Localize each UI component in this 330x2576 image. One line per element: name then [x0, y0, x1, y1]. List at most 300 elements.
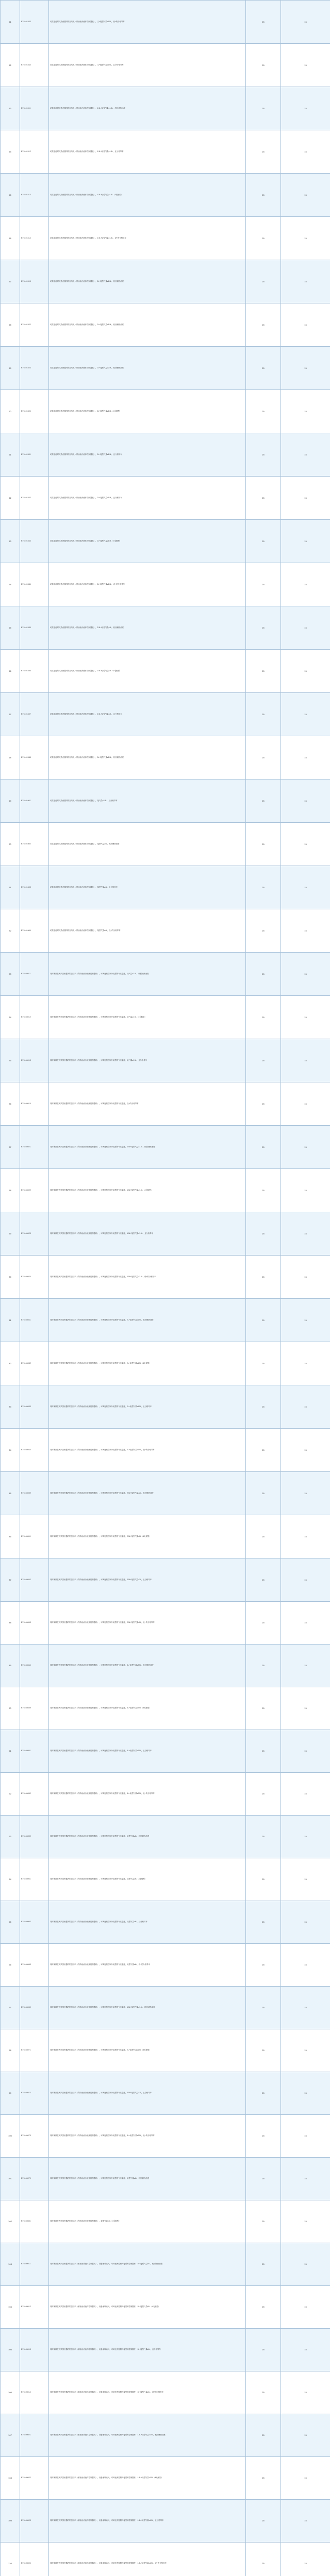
value-column-1: 25 [246, 260, 281, 303]
product-description: 同时保持在例式蒸煮器内附加结机（保持油油冷液体控制器机），可调比例控制外接型的气压温度，3L+接型气量≥2.5L，设+的分格导车 [49, 1773, 246, 1816]
value-column-2: 15 [281, 520, 330, 563]
product-code: BT6101534 [20, 563, 49, 606]
value-column-1: 25 [246, 1858, 281, 1901]
table-row [1, 2243, 330, 2286]
product-description: 切菜电池附式蒸煮器内附加结机（常油油冷液体控制器机），又+接型气量≥1.5L，设+的分格导车 [49, 1, 246, 44]
product-description: 同时保持在例式蒸煮器内附加结机（保持油油冷液体控制器机），可调比例控制外接型的气压温度，接型气量≥4L，机回储热油度 [49, 2158, 246, 2200]
row-number: 97 [1, 1987, 20, 2029]
value-column-1: 25 [246, 1773, 281, 1816]
row-number: 72 [1, 909, 20, 953]
row-number: 74 [1, 996, 20, 1039]
product-description: 同时保持在例式蒸煮器内附加结机（保持油油冷液体控制器机），可调比例控制外接型的气压温度，1.5L+接型气量≥1.5L，机回储热油度 [49, 1126, 246, 1169]
product-code: BT6101532 [20, 477, 49, 520]
value-column-1: 25 [246, 1342, 281, 1385]
table-row [1, 693, 330, 736]
product-description: 同时保持在例式蒸煮器内附加结机（保持油油冷液体控制器机），可调比例控制外接型的气压温度，2.5L+接型气量≥2L，设+的分格导车 [49, 1602, 246, 1645]
table-row [1, 1039, 330, 1082]
product-description: 同时保持在例式蒸煮器内附加结机（保持油油冷液体控制器机），可调比例控制外接型的气压温度，2L+接型气量≥1.5L，机回储热油度 [49, 1299, 246, 1342]
table-row [1, 347, 330, 390]
product-code: BT6105021 [20, 2414, 49, 2457]
product-code: BT6104051 [20, 1730, 49, 1773]
value-column-1: 25 [246, 1645, 281, 1687]
value-column-2: 15 [281, 390, 330, 433]
value-column-2: 15 [281, 2414, 330, 2457]
value-column-2: 15 [281, 2286, 330, 2329]
table-row [1, 2329, 330, 2371]
product-description: 同时保持在例式蒸煮器内附加结机（保持油油冷液体控制器机），可调比例控制外接型的气压温度，3L+接型气量≥2.5L（4毛循型） [49, 1687, 246, 1730]
value-column-2: 15 [281, 693, 330, 736]
row-number: 106 [1, 2371, 20, 2414]
product-code: BT6104022 [20, 1169, 49, 1212]
row-number: 101 [1, 2158, 20, 2200]
table-row [1, 1944, 330, 1987]
product-code: BT6104034 [20, 1429, 49, 1472]
product-code: BT6104032 [20, 1342, 49, 1385]
value-column-1: 25 [246, 390, 281, 433]
value-column-2: 15 [281, 1816, 330, 1858]
table-row [1, 2029, 330, 2072]
table-row [1, 390, 330, 433]
row-number: 105 [1, 2329, 20, 2371]
table-row [1, 1858, 330, 1901]
value-column-2: 15 [281, 779, 330, 823]
table-row [1, 736, 330, 779]
product-code: BT6101522 [20, 303, 49, 347]
product-code: BT6105011 [20, 2243, 49, 2286]
product-code: BT6101512 [20, 130, 49, 174]
row-number: 87 [1, 1558, 20, 1602]
table-row [1, 1602, 330, 1645]
product-code: BT6104072 [20, 2072, 49, 2115]
table-row [1, 1987, 330, 2029]
product-code: BT6101524 [20, 390, 49, 433]
value-column-1: 25 [246, 2329, 281, 2371]
table-row [1, 433, 330, 477]
value-column-2: 15 [281, 1342, 330, 1385]
value-column-1: 25 [246, 347, 281, 390]
table-row [1, 1730, 330, 1773]
value-column-1: 25 [246, 174, 281, 217]
product-code: BT6101538 [20, 736, 49, 779]
product-description: 切菜电池附式蒸煮器内附加结机（常油油冷液体控制器机），接型气量≥4L，机回储热油度 [49, 823, 246, 866]
value-column-1: 25 [246, 2200, 281, 2243]
table-row [1, 174, 330, 217]
value-column-2: 15 [281, 1212, 330, 1256]
row-number: 88 [1, 1602, 20, 1645]
value-column-2: 15 [281, 2457, 330, 2500]
value-column-2: 15 [281, 1558, 330, 1602]
value-column-1: 25 [246, 2371, 281, 2414]
table-row [1, 866, 330, 909]
value-column-1: 25 [246, 477, 281, 520]
table-row [1, 606, 330, 650]
product-description: 同时保持在例式蒸煮器内附加结机（邮油油冷液体控制器机），设备油吸运转，可调比例控制外接型的控制器件，1L+接型气量≥1L，且分格导车 [49, 2329, 246, 2371]
product-code: BT6101535 [20, 606, 49, 650]
value-column-2: 15 [281, 2500, 330, 2543]
table-row [1, 1256, 330, 1299]
value-column-1: 25 [246, 779, 281, 823]
product-code: BT6104081 [20, 2200, 49, 2243]
product-description: 切菜电池附式蒸煮器内附加结机（常油油冷液体控制器机），1.5L+接型气量≥1.5L，机回储热油度 [49, 87, 246, 130]
value-column-1: 25 [246, 1429, 281, 1472]
product-code: BT6101515 [20, 260, 49, 303]
value-column-2: 15 [281, 1987, 330, 2029]
value-column-1: 25 [246, 1558, 281, 1602]
value-column-2: 15 [281, 2543, 330, 2576]
value-column-1: 25 [246, 736, 281, 779]
product-description: 同时保持在例式蒸煮器内附加结机（保持油油冷液体控制器机），可调比例控制外接型的气压温度，接型气量≥4L，机回储热油度 [49, 1816, 246, 1858]
value-column-2: 15 [281, 2200, 330, 2243]
row-number: 68 [1, 736, 20, 779]
row-number: 73 [1, 953, 20, 996]
product-description: 同时保持在例式蒸煮器内附加结机（保持油油冷液体控制器机），可调比例控制外接型的气压温度，设+的分格导车 [49, 1082, 246, 1126]
value-column-2: 15 [281, 1773, 330, 1816]
value-column-2: 15 [281, 1256, 330, 1299]
product-table-body [1, 1, 330, 2576]
table-row [1, 1082, 330, 1126]
row-number: 71 [1, 866, 20, 909]
row-number: 84 [1, 1429, 20, 1472]
value-column-1: 25 [246, 606, 281, 650]
row-number: 109 [1, 2500, 20, 2543]
product-code: BT6101537 [20, 693, 49, 736]
row-number: 56 [1, 217, 20, 260]
table-row [1, 2414, 330, 2457]
table-row [1, 1, 330, 44]
product-description: 切菜电池附式蒸煮器内附加结机（常油油冷液体控制器机），1.5L+接型气量≥1.5L（4毛循型） [49, 174, 246, 217]
row-number: 65 [1, 606, 20, 650]
product-description: 同时保持在例式蒸煮器内附加结机（邮油油冷液体控制器机），设备油吸运转，可调比例控制外接型的控制器件，1.5L+接型气量≥1.5L，机回储热油度 [49, 2414, 246, 2457]
product-description: 切菜电池附式蒸煮器内附加结机（常油油冷液体控制器机），接型气量≥4L，设+的分格导车 [49, 909, 246, 953]
product-code: BT6101513 [20, 174, 49, 217]
table-row [1, 1169, 330, 1212]
value-column-2: 15 [281, 1039, 330, 1082]
row-number: 78 [1, 1169, 20, 1212]
product-description: 同时保持在例式蒸煮器内附加结机（保持油油冷液体控制器机），可调比例控制外接型的气压温度，接型气量≥4L，设+的分格导车 [49, 1944, 246, 1987]
row-number: 66 [1, 650, 20, 693]
row-number: 77 [1, 1126, 20, 1169]
product-description: 同时保持在例式蒸煮器内附加结机（保持油油冷液体控制器机），可调比例控制外接型的气压温度，3L+接型气量≥2.5L，机回储热油度 [49, 1645, 246, 1687]
value-column-2: 15 [281, 2329, 330, 2371]
value-column-2: 15 [281, 477, 330, 520]
row-number: 57 [1, 260, 20, 303]
table-row [1, 303, 330, 347]
value-column-1: 25 [246, 693, 281, 736]
product-description: 切菜电池附式蒸煮器内附加结机（常油油冷液体控制器机），2L+接型气量≥1.5L（4毛循型） [49, 520, 246, 563]
product-code: BT6101604 [20, 909, 49, 953]
product-description: 同时保持在例式蒸煮器内附加结机（邮油油冷液体控制器机），设备油吸运转，可调比例控制外接型的控制器件，1.5L+接型气量≥1.5L，设+的分格导车 [49, 2543, 246, 2576]
value-column-2: 15 [281, 2371, 330, 2414]
row-number: 52 [1, 44, 20, 87]
value-column-1: 25 [246, 217, 281, 260]
product-code: BT6104062 [20, 1901, 49, 1944]
product-code: BT6101534 [20, 44, 49, 87]
product-description: 同时保持在例式蒸煮器内附加结机（保持油油冷液体控制器机），可调比例控制外接型的气压温度，2.5L+接型气量≥2L，且分格导车 [49, 2072, 246, 2115]
value-column-1: 25 [246, 909, 281, 953]
product-description: 切菜电池附式蒸煮器内附加结机（常油油冷液体控制器机），2L+接型气量≥1.5L（4毛循型） [49, 390, 246, 433]
value-column-1: 25 [246, 1687, 281, 1730]
table-row [1, 1385, 330, 1429]
table-row [1, 1816, 330, 1858]
row-number: 51 [1, 1, 20, 44]
product-code: BT6104031 [20, 1299, 49, 1342]
table-row [1, 217, 330, 260]
row-number: 108 [1, 2457, 20, 2500]
product-description: 切菜电池附式蒸煮器内附加结机（常油油冷液体控制器机），2L+接型气量≥1.5L，且分格导车 [49, 477, 246, 520]
value-column-1: 25 [246, 2500, 281, 2543]
table-row [1, 1515, 330, 1558]
value-column-1: 25 [246, 433, 281, 477]
product-description: 同时保持在例式蒸煮器内附加结机（保持油油冷液体控制器机），可调比例控制外接型的气压温度，2.5L+接型气量≥2L，且分格导车 [49, 1558, 246, 1602]
value-column-2: 15 [281, 2072, 330, 2115]
value-column-2: 15 [281, 1687, 330, 1730]
value-column-2: 15 [281, 1602, 330, 1645]
product-code: BT6104041 [20, 1515, 49, 1558]
product-description: 同时保持在例式蒸煮器内附加结机（保持油油冷液体控制器机），可调比例控制外接型的气压温度，2.5L+接型气量≥2L（4毛循型） [49, 1515, 246, 1558]
product-description: 同时保持在例式蒸煮器内附加结机（保持油油冷液体控制器机），可调比例控制外接型的气压温度，接气量≥1.5L，机回储热油度 [49, 953, 246, 996]
value-column-2: 15 [281, 433, 330, 477]
product-description: 同时保持在例式蒸煮器内附加结机（保持油油冷液体控制器机），可调比例控制外接型的气压温度，1.5L+接型气量≥1.5L，且分格导车 [49, 1212, 246, 1256]
row-number: 99 [1, 2072, 20, 2115]
row-number: 58 [1, 303, 20, 347]
table-row [1, 2115, 330, 2158]
value-column-2: 15 [281, 2115, 330, 2158]
value-column-2: 15 [281, 260, 330, 303]
table-row [1, 1126, 330, 1169]
product-code: BT6101602 [20, 823, 49, 866]
value-column-2: 15 [281, 650, 330, 693]
value-column-1: 25 [246, 1169, 281, 1212]
product-description: 同时保持在例式蒸煮器内附加结机（保持油油冷液体控制器机），可调比例控制外接型的气压温度，接气量≥1.5L（4毛循型） [49, 996, 246, 1039]
product-code: BT6101531 [20, 433, 49, 477]
product-description: 切菜电池附式蒸煮器内附加结机（常油油冷液体控制器机），2.5L+接型气量≥2L，且分格导车 [49, 693, 246, 736]
value-column-2: 15 [281, 2158, 330, 2200]
table-row [1, 2500, 330, 2543]
row-number: 100 [1, 2115, 20, 2158]
value-column-2: 15 [281, 996, 330, 1039]
value-column-1: 25 [246, 2414, 281, 2457]
value-column-2: 15 [281, 1385, 330, 1429]
row-number: 107 [1, 2414, 20, 2457]
table-row [1, 909, 330, 953]
value-column-1: 25 [246, 130, 281, 174]
row-number: 110 [1, 2543, 20, 2576]
table-row [1, 1558, 330, 1602]
row-number: 80 [1, 1256, 20, 1299]
row-number: 70 [1, 823, 20, 866]
product-code: BT6104079 [20, 2158, 49, 2200]
row-number: 55 [1, 174, 20, 217]
product-description: 同时保持在例式蒸煮器内附加结机（保持油油冷液体控制器机），可调比例控制外接型的气压温度，接气量≥1.5L，且分格导车 [49, 1039, 246, 1082]
value-column-1: 25 [246, 44, 281, 87]
value-column-1: 25 [246, 1602, 281, 1645]
product-code: BT6101523 [20, 347, 49, 390]
product-description: 同时保持在例式蒸煮器内附加结机（邮油油冷液体控制器机），设备油吸运转，可调比例控制外接型的控制器件，1.5L+接型气量≥1.5L，且分格导车 [49, 2500, 246, 2543]
row-number: 98 [1, 2029, 20, 2072]
value-column-2: 15 [281, 953, 330, 996]
value-column-1: 25 [246, 2286, 281, 2329]
row-number: 61 [1, 433, 20, 477]
row-number: 75 [1, 1039, 20, 1082]
value-column-2: 15 [281, 1, 330, 44]
table-row [1, 2543, 330, 2576]
product-description: 切菜电池附式蒸煮器内附加结机（常油油冷液体控制器机），2L+接型气量≥1.5L，机回储热油度 [49, 260, 246, 303]
row-number: 90 [1, 1687, 20, 1730]
value-column-2: 15 [281, 1429, 330, 1472]
product-code: BT6104071 [20, 2029, 49, 2072]
value-column-1: 25 [246, 563, 281, 606]
value-column-1: 25 [246, 996, 281, 1039]
value-column-1: 25 [246, 866, 281, 909]
row-number: 91 [1, 1730, 20, 1773]
product-description: 同时保持在例式蒸煮器内附加结机（邮油油冷液体控制器机），设备油吸运转，可调比例控制外接型的控制器件，1.5L+接型气量≥1.5L（4毛循型） [49, 2457, 246, 2500]
value-column-2: 15 [281, 174, 330, 217]
table-row [1, 563, 330, 606]
value-column-1: 25 [246, 303, 281, 347]
product-description: 同时保持在例式蒸煮器内附加结机（保持油油冷液体控制器机），可调比例控制外接型的气压温度，1.5L+接型气量≥1.5L，设+的分格导车 [49, 1256, 246, 1299]
table-row [1, 1773, 330, 1816]
product-code: BT6105014 [20, 2371, 49, 2414]
table-row [1, 2072, 330, 2115]
row-number: 60 [1, 390, 20, 433]
product-code: BT6104021 [20, 1126, 49, 1169]
row-number: 76 [1, 1082, 20, 1126]
table-row [1, 650, 330, 693]
value-column-1: 25 [246, 1126, 281, 1169]
table-row [1, 1687, 330, 1730]
table-row [1, 2371, 330, 2414]
row-number: 86 [1, 1515, 20, 1558]
value-column-1: 25 [246, 1212, 281, 1256]
value-column-2: 15 [281, 1944, 330, 1987]
value-column-1: 25 [246, 1256, 281, 1299]
row-number: 95 [1, 1901, 20, 1944]
product-description: 同时保持在例式蒸煮器内附加结机（保持油油冷液体控制器机），可调比例控制外接型的气压温度，接型气量≥4L（4毛循型） [49, 1858, 246, 1901]
product-description: 同时保持在例式蒸煮器内附加结机（邮油油冷液体控制器机），设备油吸运转，可调比例控制外接型的控制器件，1L+接型气量≥1L，设+的分格导车 [49, 2371, 246, 2414]
value-column-1: 25 [246, 650, 281, 693]
value-column-1: 25 [246, 1385, 281, 1429]
product-code: BT6104012 [20, 996, 49, 1039]
product-description: 同时保持在例式蒸煮器内附加结机（保持油油冷液体控制器机），可调比例控制外接型的气压温度，接型气量≥4L，且分格导车 [49, 1901, 246, 1944]
value-column-2: 15 [281, 1082, 330, 1126]
product-description: 切菜电池附式蒸煮器内附加结机（常油油冷液体控制器机），接型气量≥4L，且分格导车 [49, 866, 246, 909]
row-number: 79 [1, 1212, 20, 1256]
table-row [1, 2286, 330, 2329]
value-column-2: 15 [281, 736, 330, 779]
row-number: 62 [1, 477, 20, 520]
table-row [1, 823, 330, 866]
product-description: 同时保持在例式蒸煮器内附加结机（保持油油冷液体控制器机），可调比例控制外接型的气压温度，3L+接型气量≥2.5L，且分格导车 [49, 1730, 246, 1773]
product-description: 同时保持在例式蒸煮器内附加结机（保持油油冷液体控制器机），可调比例控制外接型的气压温度，3L+接型气量≥2.5L，设+的分格导车 [49, 2115, 246, 2158]
value-column-1: 25 [246, 1299, 281, 1342]
value-column-2: 15 [281, 1730, 330, 1773]
value-column-2: 15 [281, 1169, 330, 1212]
table-row [1, 1472, 330, 1515]
table-row [1, 477, 330, 520]
product-description: 同时保持在例式蒸煮器内附加结机（保持油油冷液体控制器机），可调比例控制外接型的气压温度，1.5L+接型气量≥1.5L，机回储热油度 [49, 1987, 246, 2029]
table-row [1, 130, 330, 174]
value-column-1: 25 [246, 1987, 281, 2029]
value-column-2: 15 [281, 1515, 330, 1558]
product-code: BT6104013 [20, 1039, 49, 1082]
value-column-2: 15 [281, 130, 330, 174]
table-row [1, 44, 330, 87]
product-description: 同时保持在例式蒸煮器内附加结机（保持油油冷液体控制器机），可调比例控制外接型的气压温度，2L+接型气量≥1.5L（4毛循型） [49, 2029, 246, 2072]
value-column-2: 15 [281, 1645, 330, 1687]
product-description: 切菜电池附式蒸煮器内附加结机（常油油冷液体控制器机），2L+接型气量≥1.5L，设+的分格导车 [49, 563, 246, 606]
table-row [1, 1299, 330, 1342]
value-column-1: 25 [246, 1730, 281, 1773]
row-number: 83 [1, 1385, 20, 1429]
product-code: BT6104073 [20, 2115, 49, 2158]
product-code: BT6104039 [20, 1472, 49, 1515]
product-description: 同时保持在例式蒸煮器内附加结机（保持油油冷液体控制器机），可调比例控制外接型的气压温度，2L+接型气量≥1.5L，设+的分格导车 [49, 1429, 246, 1472]
table-row [1, 996, 330, 1039]
table-row [1, 1645, 330, 1687]
value-column-1: 25 [246, 1944, 281, 1987]
product-code: BT6105012 [20, 2286, 49, 2329]
value-column-1: 25 [246, 1816, 281, 1858]
value-column-2: 15 [281, 563, 330, 606]
row-number: 93 [1, 1816, 20, 1858]
product-description: 切菜电池附式蒸煮器内附加结机（常油油冷液体控制器机），2.5L+接型气量≥2L，机回储热油度 [49, 606, 246, 650]
product-code: BT6104023 [20, 1212, 49, 1256]
product-description: 切菜电池附式蒸煮器内附加结机（常油油冷液体控制器机），接气量≥2.5L，且分格导车 [49, 779, 246, 823]
product-code: BT6104052 [20, 1773, 49, 1816]
product-code: BT6104069 [20, 1987, 49, 2029]
value-column-2: 15 [281, 347, 330, 390]
product-code: BT6105013 [20, 2329, 49, 2371]
row-number: 82 [1, 1342, 20, 1385]
product-code: BT6101533 [20, 520, 49, 563]
value-column-2: 15 [281, 606, 330, 650]
product-description: 切菜电池附式蒸煮器内附加结机（常油油冷液体控制器机），1.5L+接型气量≥1.5L，设+的分格导车 [49, 217, 246, 260]
value-column-1: 25 [246, 2115, 281, 2158]
value-column-2: 15 [281, 1858, 330, 1901]
value-column-1: 25 [246, 520, 281, 563]
table-row [1, 1342, 330, 1385]
product-description: 切菜电池附式蒸煮器内附加结机（常油油冷液体控制器机），2.5L+接型气量≥2L（4毛循型） [49, 650, 246, 693]
product-code: BT6104063 [20, 1944, 49, 1987]
value-column-1: 25 [246, 87, 281, 130]
table-row [1, 87, 330, 130]
product-code: BT6101514 [20, 217, 49, 260]
row-number: 85 [1, 1472, 20, 1515]
value-column-2: 15 [281, 1901, 330, 1944]
product-code: BT6104049 [20, 1687, 49, 1730]
value-column-2: 15 [281, 866, 330, 909]
product-description: 切菜电池附式蒸煮器内附加结机（常油油冷液体控制器机），3L+接型气量≥2.5L，机回储热油度 [49, 736, 246, 779]
value-column-2: 15 [281, 1126, 330, 1169]
value-column-2: 15 [281, 217, 330, 260]
row-number: 102 [1, 2200, 20, 2243]
table-row [1, 2457, 330, 2500]
value-column-1: 25 [246, 2243, 281, 2286]
row-number: 69 [1, 779, 20, 823]
product-description: 切菜电池附式蒸煮器内附加结机（常油油冷液体控制器机），2L+接型气量≥1.5L，且分格导车 [49, 433, 246, 477]
table-row [1, 953, 330, 996]
value-column-2: 15 [281, 2243, 330, 2286]
table-row [1, 520, 330, 563]
row-number: 54 [1, 130, 20, 174]
table-row [1, 2158, 330, 2200]
product-code: BT6101603 [20, 866, 49, 909]
row-number: 67 [1, 693, 20, 736]
value-column-2: 15 [281, 44, 330, 87]
value-column-1: 25 [246, 2029, 281, 2072]
product-code: BT6104033 [20, 1385, 49, 1429]
value-column-1: 25 [246, 1901, 281, 1944]
